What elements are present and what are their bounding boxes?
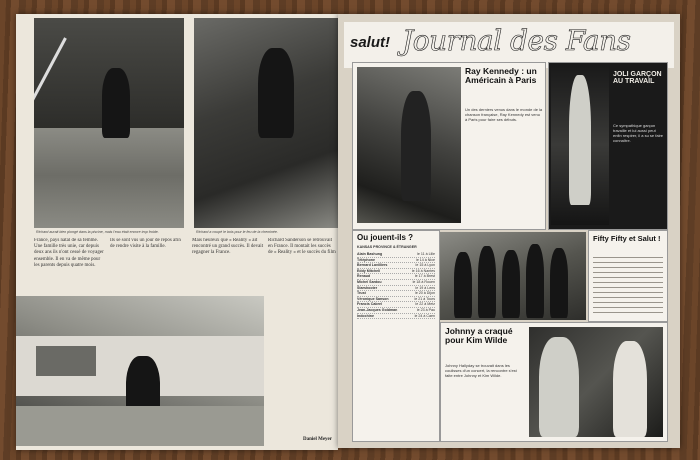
photo-johnny-kim-wilde [529, 327, 663, 437]
concert-date: le 24 à Caen [414, 313, 435, 318]
concert-date: le 18 à Rouen [412, 279, 435, 284]
johnny-text: Johnny Hallyday se trouvait dans les coulisses d'un concert, la rencontre s'est faite entre Johnny et Kim Wilde. [445, 363, 517, 378]
concert-listings-headline: Ou jouent-ils ? [357, 233, 413, 242]
left-magazine-page [16, 14, 338, 450]
article-signature: Daniel Meyer [302, 437, 332, 442]
concert-date: le 21 à Tours [414, 296, 435, 301]
journal-des-fans-title: Journal des Fans [402, 24, 631, 57]
photo-richard-wood [194, 18, 338, 228]
concert-artist: Alain Bashung [357, 252, 383, 256]
photo-ray-kennedy [357, 67, 461, 223]
salut-logo: salut! [350, 34, 391, 51]
caption-right: Richard a coupé le bois pour le feu de la cheminée. [196, 230, 278, 234]
concert-date: le 11 à Lille [417, 252, 435, 256]
ray-kennedy-headline: Ray Kennedy : un Américain à Paris [465, 66, 537, 85]
concert-date: le 14 à Nice [416, 257, 435, 262]
johnny-kim-wilde-section [440, 322, 668, 442]
concert-artist: Michel Sardou [357, 279, 382, 284]
concert-artist: Indochine [357, 313, 374, 318]
concert-artist: Starshooter [357, 285, 378, 290]
concert-list [357, 252, 435, 319]
ray-kennedy-section [352, 62, 546, 230]
ray-kennedy-text: Un des derniers venus dans le monde de la chanson française, Ray Kennedy est venu à Paris pour faire ses débuts. [465, 107, 543, 122]
concert-date: le 15 à Lyon [415, 263, 435, 268]
concert-listings-subhead: KANSAS PROVINCE & ÉTRANGER [357, 245, 417, 249]
concert-listings-section [352, 230, 440, 442]
fifty-fifty-text [593, 257, 663, 317]
concert-artist: Renaud [357, 274, 371, 279]
concert-date: le 19 à Lens [415, 285, 435, 290]
article-text-col4: Richard Sanderson se retrouvait en France. Il montait les succès de « Reality » et le succès du film [268, 238, 336, 256]
concert-artist: Véronique Sanson [357, 296, 389, 301]
concert-date: le 16 à Nantes [411, 268, 435, 273]
concert-artist: Trust [357, 291, 366, 296]
joli-garcon-headline: JOLI GARÇON AU TRAVAIL [613, 71, 662, 86]
concert-date: le 17 à Brest [414, 274, 435, 279]
joli-garcon-text: Ce sympathique garçon travaille et lui aussi peut enfin respirer, il a su se faire connaître. [613, 123, 664, 143]
photo-joli-garcon [551, 65, 609, 225]
concert-date: le 20 à Dijon [415, 291, 435, 296]
fifty-fifty-headline: Fifty Fifty et Salut ! [593, 234, 661, 243]
caption-top: Richard aurait bien plongé dans la piscine, mais l'eau était encore trop froide. [36, 230, 159, 234]
concert-date: le 22 à Metz [415, 302, 435, 307]
concert-artist: Francis Cabrel [357, 302, 382, 307]
article-text-col3: Mais heureux que « Reality » ait rencontré un grand succès. Il devait regagner la France. [192, 238, 264, 256]
concert-artist: Téléphone [357, 257, 375, 262]
concert-date: le 23 à Pau [416, 307, 435, 312]
joli-garcon-section [548, 62, 668, 230]
photo-group-fifty-fifty [440, 232, 586, 320]
photo-richard-pool [34, 18, 184, 228]
concert-row [357, 314, 435, 320]
concert-artist: Jean-Jacques Goldman [357, 307, 398, 312]
article-text-col1: France, pays natal de sa femme. Une famille très unie, car depuis deux ans ils n'ont cessé de voyager ensemble. Il en va de même pour les parents depuis quatre mois. [34, 238, 104, 268]
fifty-fifty-section [588, 230, 668, 322]
article-text-col2: Ils se sont vus un jour de repos afin de rendre visite à la famille. [110, 238, 181, 250]
concert-artist: Bernard Lavilliers [357, 263, 388, 268]
right-magazine-page [338, 14, 680, 448]
photo-richard-house [16, 296, 264, 446]
johnny-headline: Johnny a craqué pour Kim Wilde [445, 326, 513, 345]
concert-artist: Eddy Mitchell [357, 268, 381, 273]
